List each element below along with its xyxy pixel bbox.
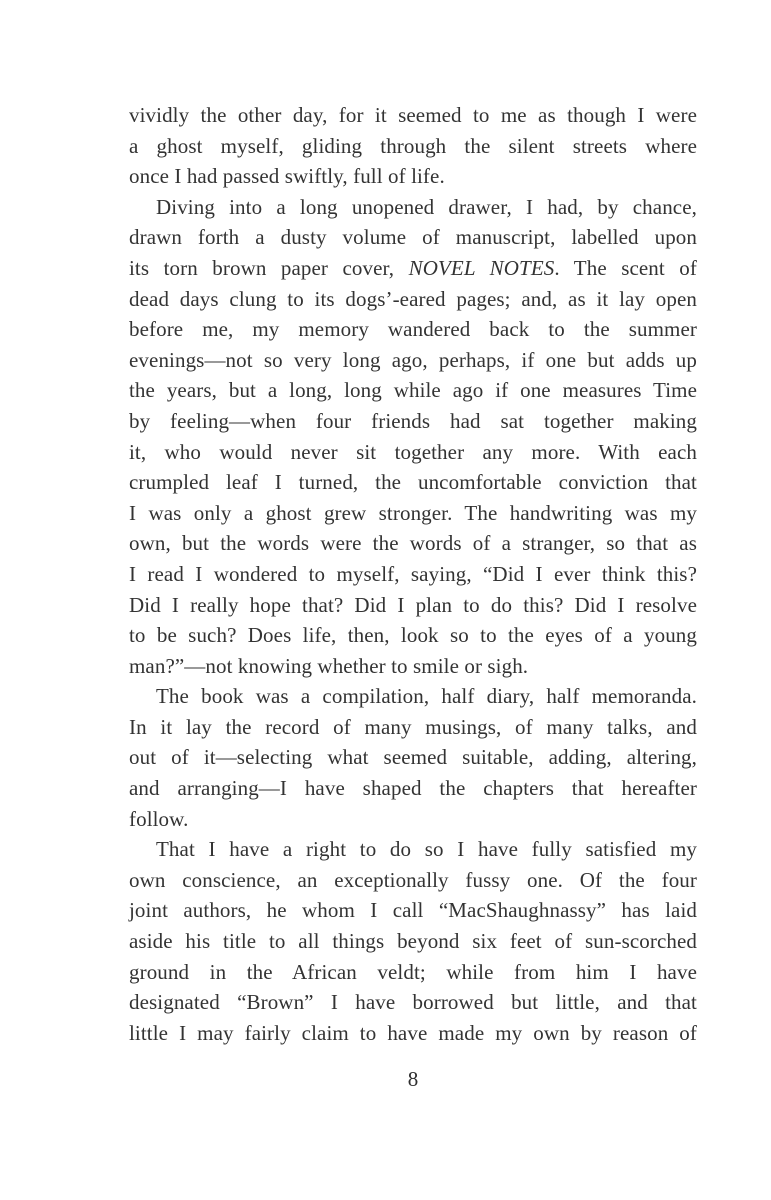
text-line: vividly the other day, for it seemed to me as though I were: [129, 103, 697, 127]
text-line: joint authors, he whom I call “MacShaughnassy” has laid: [129, 898, 697, 923]
text-line: designated “Brown” I have borrowed but little, and that: [129, 990, 697, 1015]
text-line: aside his title to all things beyond six feet of sun-scorched: [129, 929, 697, 954]
text-line: I read I wondered to myself, saying, “Did I ever think this?: [129, 561, 697, 586]
text-line: The book was a compilation, half diary, half memoranda.: [156, 684, 697, 709]
text-line: I was only a ghost grew stronger. The handwriting was my: [129, 500, 697, 525]
text-segment: its torn brown paper cover,: [129, 255, 409, 280]
paragraph: [129, 681, 697, 834]
text-line: That I have a right to do so I have fully satisfied my: [156, 837, 697, 862]
text-line: [129, 253, 697, 284]
text-line: a ghost myself, gliding through the silent streets where: [129, 133, 697, 158]
text-line: out of it—selecting what seemed suitable, adding, altering,: [129, 745, 697, 770]
text-line: it, who would never sit together any more. With each: [129, 439, 697, 464]
text-line: Did I really hope that? Did I plan to do this? Did I resolve: [129, 592, 697, 617]
text-line: own, but the words were the words of a stranger, so that as: [129, 531, 697, 556]
text-line: own conscience, an exceptionally fussy one. Of the four: [129, 867, 697, 892]
text-line: drawn forth a dusty volume of manuscript, labelled upon: [129, 225, 697, 250]
text-line: crumpled leaf I turned, the uncomfortable conviction that: [129, 470, 697, 495]
paragraph: [129, 834, 697, 1048]
text-line: In it lay the record of many musings, of many talks, and: [129, 714, 697, 739]
book-page-text-block: [129, 100, 697, 1095]
page-number: 8: [407, 1067, 419, 1092]
text-line: to be such? Does life, then, look so to the eyes of a young: [129, 623, 697, 648]
text-line: dead days clung to its dogs’-eared pages; and, as it lay open: [129, 286, 697, 311]
text-line: and arranging—I have shaped the chapters that hereafter: [129, 776, 697, 801]
text-line: once I had passed swiftly, full of life.: [129, 164, 445, 189]
paragraph: [129, 100, 697, 192]
text-line: little I may fairly claim to have made my own by reason of: [129, 1020, 697, 1045]
book-title-italic: NOVEL NOTES: [408, 255, 555, 280]
text-line: the years, but a long, long while ago if one measures Time: [129, 378, 697, 403]
text-line: ground in the African veldt; while from him I have: [129, 959, 697, 984]
text-segment: . The scent of: [554, 255, 697, 280]
text-line: man?”—not knowing whether to smile or sigh.: [129, 653, 529, 678]
text-line: by feeling—when four friends had sat together making: [129, 408, 697, 433]
text-line: evenings—not so very long ago, perhaps, if one but adds up: [129, 347, 697, 372]
text-line: Diving into a long unopened drawer, I had, by chance,: [156, 194, 697, 219]
paragraph: [129, 192, 697, 682]
text-line: before me, my memory wandered back to the summer: [129, 317, 697, 342]
text-line: follow.: [129, 806, 189, 831]
